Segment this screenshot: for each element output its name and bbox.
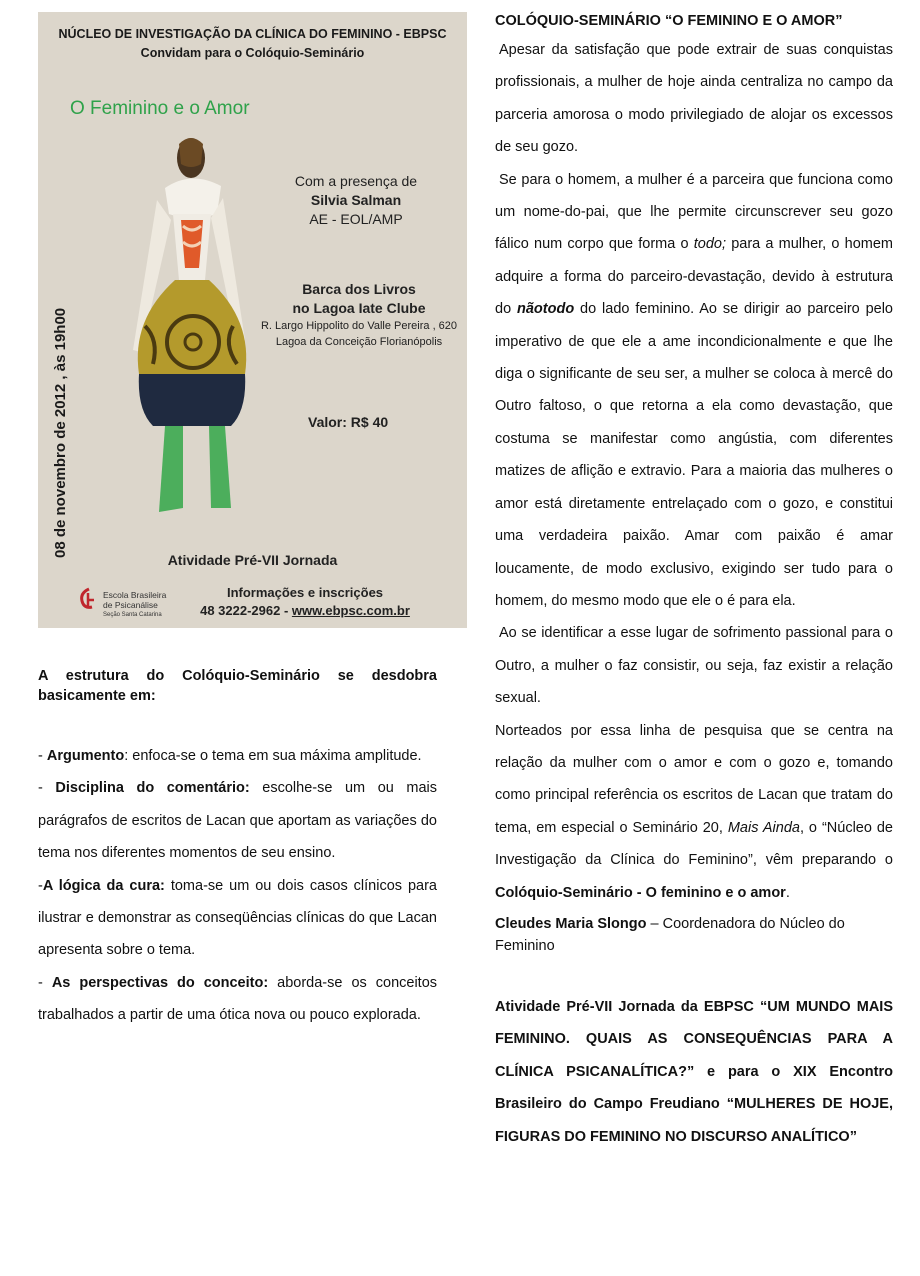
paragraph-3: Ao se identificar a esse lugar de sofrimento passional para o Outro, a mulher o faz consistir, ou seja, faz existir a relação sexual. (495, 625, 893, 707)
poster-invite-line: Convidam para o Colóquio-Seminário (140, 46, 365, 60)
venue-name: Barca dos Livros (302, 281, 416, 297)
info-block (200, 584, 410, 620)
signature (495, 913, 893, 957)
article-heading: COLÓQUIO-SEMINÁRIO “O FEMININO E O AMOR” (495, 13, 843, 29)
info-label: Informações e inscrições (226, 585, 384, 600)
paragraph-4 (495, 715, 893, 909)
contact-line (200, 602, 410, 620)
venue-city: Lagoa da Conceição Florianópolis (275, 336, 443, 348)
item-term: Argumento (46, 748, 125, 764)
event-poster (38, 12, 467, 628)
p2-text-c: do lado feminino. Ao se dirigir ao parceiro pelo imperativo de que ele a ame incondicionalmente e que lhe diga o significante de seu ser, a mulher se coloca à mercê do Outro faltoso, o que retorna a ela como devastação, que costuma se manifestar como angústia, com diferentes matizes de aflição e extravio. Para a maioria das mulheres o amor está diretamente entrelaçado com o gozo, e constitui uma verdadeira paixão. Amar com paixão é amar loucamente, de modo exclusivo, exigindo ser tudo para o homem, do mesmo modo que ele o é para ela. (495, 301, 893, 609)
logo-line-3: Seção Santa Catarina (103, 612, 162, 618)
item-prefix: - (38, 877, 43, 894)
guest-block (281, 172, 431, 229)
item-prefix: - (38, 780, 56, 797)
closing-note: Atividade Pré-VII Jornada da EBPSC “UM MUNDO MAIS FEMININO. QUAIS AS CONSEQUÊNCIAS PARA A CLÍNICA PSICANALÍTICA?” e para o XIX Encontro Brasileiro do Campo Freudiano “MULHERES DE HOJE, FIGURAS DO FEMININO NO DISCURSO ANALÍTICO” (495, 998, 893, 1145)
logo-line-1: Escola Brasileira (103, 590, 167, 600)
article-section (495, 8, 893, 1153)
guest-role: AE - EOL/AMP (309, 211, 403, 227)
list-item-argumento (38, 740, 437, 772)
signature-name: Cleudes Maria Slongo (495, 915, 647, 932)
ebp-logo (78, 587, 166, 620)
item-term: A lógica da cura: (42, 877, 165, 894)
structure-section (38, 666, 437, 1032)
p4-text-a: Norteados por essa linha de pesquisa que se centra na relação da mulher com o amor e com o gozo e, tomando como principal referência os escritos de Lacan que tratam do tema, em especial o Seminário 20, (495, 722, 893, 836)
p2-italic-todo: todo; (693, 236, 727, 253)
list-item-disciplina (38, 772, 437, 869)
poster-date-vertical: 08 de novembro de 2012 , às 19h00 (52, 307, 69, 558)
ebp-logo-icon (78, 587, 100, 611)
list-item-logica (38, 870, 437, 967)
logo-line-2: de Psicanálise (103, 600, 158, 610)
paragraph-2 (495, 164, 893, 618)
item-term: Disciplina do comentário: (55, 780, 250, 797)
p2-text-b: para a mulher, o homem adquire a forma do parceiro-devastação, devido à estrutura do (495, 236, 893, 318)
guest-name: Silvia Salman (310, 192, 402, 208)
guest-intro: Com a presença de (294, 173, 418, 189)
woman-figure-illustration (113, 130, 263, 520)
price-label: Valor: R$ 40 (308, 414, 389, 430)
p4-bold-event: Colóquio-Seminário - O feminino e o amor (495, 884, 786, 901)
item-text: : enfoca-se o tema em sua máxima amplitude. (124, 748, 422, 764)
item-term: As perspectivas do conceito: (51, 974, 269, 991)
p4-text-end: . (785, 884, 790, 901)
structure-intro: A estrutura do Colóquio-Seminário se desdobra basicamente em: (38, 668, 437, 704)
phone-number: 48 3222-2962 - (200, 603, 292, 618)
paragraph-1: Apesar da satisfação que pode extrair de suas conquistas profissionais, a mulher de hoje ainda centraliza no campo da parceria amorosa o modo privilegiado de alojar os excessos de seu gozo. (495, 42, 893, 156)
ebp-logo-text (103, 590, 166, 620)
poster-header (38, 27, 467, 60)
item-prefix: - (38, 974, 52, 991)
signature-role: – Coordenadora do Núcleo do Feminino (495, 915, 845, 954)
venue-club: no Lagoa Iate Clube (292, 300, 426, 316)
website-link[interactable]: www.ebpsc.com.br (291, 603, 410, 618)
item-text: toma-se um ou dois casos clínicos para ilustrar e demonstrar as conseqüências clínicas do que Lacan apresenta sobre o tema. (38, 877, 437, 959)
item-text: escolhe-se um ou mais parágrafos de escritos de Lacan que aportam as variações do tema nos diferentes momentos de seu ensino. (38, 780, 438, 862)
poster-org-line: NÚCLEO DE INVESTIGAÇÃO DA CLÍNICA DO FEMININO - EBPSC (58, 27, 447, 41)
poster-title: O Feminino e o Amor (70, 98, 250, 119)
p2-italic-naotodo: nãotodo (517, 301, 575, 318)
p4-text-b: , o “Núcleo de Investigação da Clínica do Feminino”, vêm preparando o (495, 819, 893, 869)
p4-italic-mais-ainda: Mais Ainda (727, 819, 800, 836)
item-text: aborda-se os conceitos trabalhados a partir de uma ótica nova ou pouco explorada. (38, 974, 438, 1024)
activity-label: Atividade Pré-VII Jornada (167, 552, 338, 568)
p2-text-a: Se para o homem, a mulher é a parceira que funciona como um nome-do-pai, que lhe permite circunscrever seu gozo fálico num corpo que forma o (495, 171, 893, 253)
list-item-perspectivas (38, 967, 437, 1032)
venue-block (254, 280, 464, 350)
item-prefix: - (38, 748, 47, 764)
venue-address: R. Largo Hippolito do Valle Pereira , 620 (260, 320, 458, 332)
